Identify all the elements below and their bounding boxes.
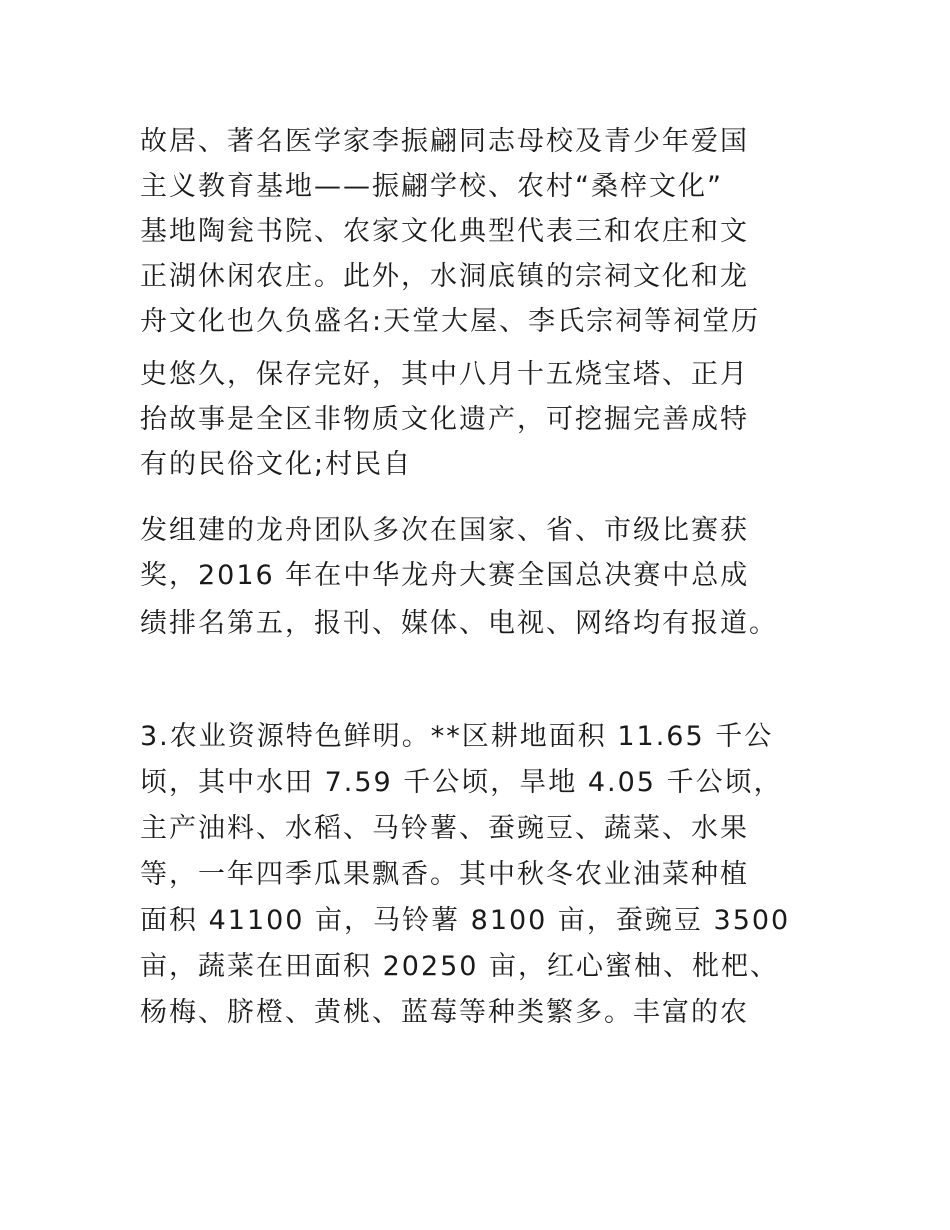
text-line: 等，一年四季瓜果飘香。其中秋冬农业油菜种植 bbox=[140, 859, 749, 890]
text-line: 正湖休闲农庄。此外，水洞底镇的宗祠文化和龙 bbox=[140, 261, 749, 292]
text-line: 亩，蔬菜在田面积 20250 亩，红心蜜柚、枇杷、 bbox=[140, 951, 780, 982]
text-line: 3.农业资源特色鲜明。**区耕地面积 11.65 千公 bbox=[140, 721, 774, 752]
text-line: 绩排名第五，报刊、媒体、电视、网络均有报道。 bbox=[140, 608, 778, 639]
text-line: 故居、著名医学家李振翩同志母校及青少年爱国 bbox=[140, 126, 749, 157]
text-line: 奖，2016 年在中华龙舟大赛全国总决赛中总成 bbox=[140, 560, 750, 591]
text-line: 主产油料、水稻、马铃薯、蚕豌豆、蔬菜、水果 bbox=[140, 813, 749, 844]
text-line: 史悠久，保存完好，其中八月十五烧宝塔、正月 bbox=[140, 359, 749, 390]
text-line: 舟文化也久负盛名:天堂大屋、李氏宗祠等祠堂历 bbox=[140, 306, 761, 337]
text-line: 顷，其中水田 7.59 千公顷，旱地 4.05 千公顷， bbox=[140, 767, 783, 798]
text-line: 抬故事是全区非物质文化遗产，可挖掘完善成特 bbox=[140, 404, 749, 435]
text-line: 杨梅、脐橙、黄桃、蓝莓等种类繁多。丰富的农 bbox=[140, 997, 749, 1028]
text-line: 主义教育基地——振翩学校、农村“桑梓文化” bbox=[140, 171, 723, 202]
text-line: 基地陶瓮书院、农家文化典型代表三和农庄和文 bbox=[140, 216, 749, 247]
text-line: 发组建的龙舟团队多次在国家、省、市级比赛获 bbox=[140, 515, 749, 546]
text-line: 有的民俗文化;村民自 bbox=[140, 449, 413, 480]
text-line: 面积 41100 亩，马铃薯 8100 亩，蚕豌豆 3500 bbox=[140, 905, 791, 936]
